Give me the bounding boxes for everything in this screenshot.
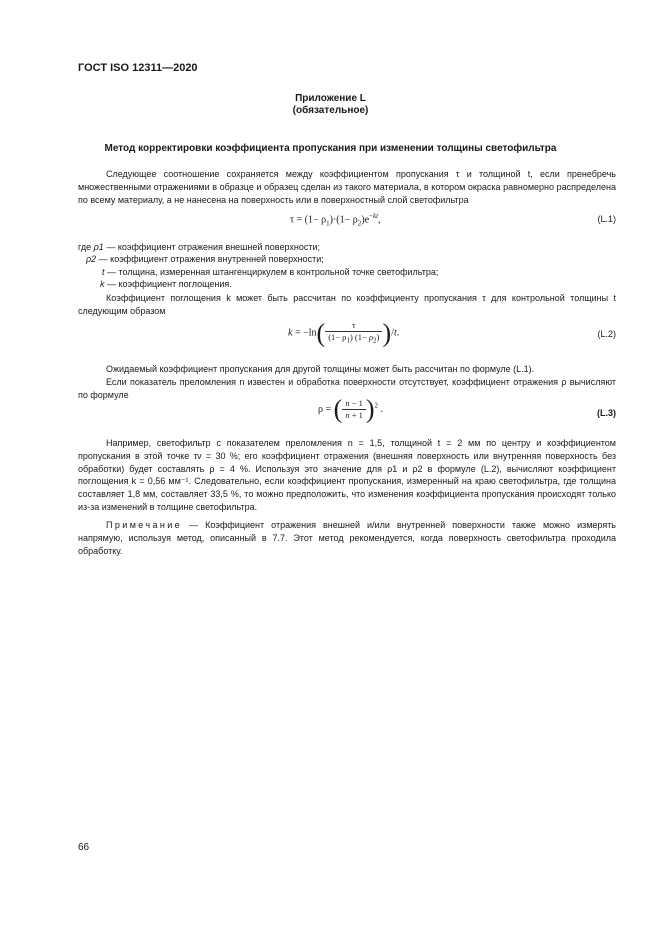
paragraph-5: Например, светофильтр с показателем преломления n = 1,5, толщиной t = 2 мм по центру и коэффициентом пропускания в этой точке τv = 30 %; его коэффициент отражения (внешняя поверхность или внутренняя поверхность без обработки) будет составлять ρ = 4 %. Используя это значение для ρ1 и ρ2 в формуле (L.2), вычисляют коэффициент поглощения k = 0,56 мм⁻¹. Следовательно, если коэффициент пропускания, измеренный на краю светофильтра, где толщина составляет 1,8 мм, составляет 33,5 %, то можно предположить, что изменения коэффициента пропускания происходят только из-за изменений в толщине светофильтра. xyxy=(78,438,616,512)
note-label: Примечание xyxy=(106,520,183,530)
equation-l2-number: (L.2) xyxy=(597,329,616,339)
equation-l2: k = −ln( $\frac{\tau}{(1- \rho_1) (1- \rho_2)}$ )/t. xyxy=(288,318,400,348)
legend-row xyxy=(78,241,618,253)
legend-symbol: k xyxy=(100,279,105,290)
annex-title: Приложение L xyxy=(295,93,366,104)
legend-text: — коэффициент отражения внутренней поверхности; xyxy=(96,254,324,265)
legend-symbol: ρ1 xyxy=(93,242,104,252)
page-number: 66 xyxy=(78,842,90,853)
legend-text: — коэффициент поглощения. xyxy=(104,279,232,290)
section-title: Метод корректировки коэффициента пропускания при изменении толщины светофильтра xyxy=(104,143,557,154)
paragraph-4: Если показатель преломления n известен и обработка поверхности отсутствует, коэффициент отражения ρ вычисляют по формуле xyxy=(78,377,616,400)
symbol-legend xyxy=(78,241,618,291)
note xyxy=(78,519,616,557)
legend-text: — коэффициент отражения внешней поверхности; xyxy=(103,242,320,252)
annex-status: (обязательное) xyxy=(292,105,369,116)
equation-l3-number: (L.3) xyxy=(597,408,616,418)
paragraph-3: Ожидаемый коэффициент пропускания для другой толщины может быть рассчитан по формуле (L.1). xyxy=(106,364,535,374)
legend-intro: где xyxy=(78,242,92,252)
legend-row xyxy=(78,253,618,265)
legend-row xyxy=(78,278,618,290)
legend-text: — толщина, измеренная штангенциркулем в контрольной точке светофильтра; xyxy=(104,266,439,277)
paragraph-1: Следующее соотношение сохраняется между коэффициентом пропускания τ и толщиной t, если пренебречь множественными отражениями в образце и образец сделан из такого материала, в котором окраска равномерно распределена по всему материалу, а не нанесена на поверхность или в поверхностный слой светофильтра xyxy=(78,169,616,205)
equation-l1-number: (L.1) xyxy=(597,214,616,224)
annex-heading xyxy=(0,93,661,117)
equation-l1: $\tau = (1- \rho_1)\cdot(1- \rho_2)e^{-kt}$, xyxy=(290,212,381,228)
legend-row xyxy=(78,266,618,278)
paragraph-2: Коэффициент поглощения k может быть рассчитан по коэффициенту пропускания τ для контрольной толщины t следующим образом xyxy=(78,293,616,316)
equation-l3: ρ = ( $\frac{n - 1}{n + 1}$ )$^2$ . xyxy=(318,394,384,424)
note-text: — Коэффициент отражения внешней и/или внутренней поверхности также можно измерять напрямую, используя метод, описанный в 7.7. Этот метод рекомендуется, когда поверхность светофильтра проходила обработку. xyxy=(78,520,616,556)
document-header: ГОСТ ISO 12311—2020 xyxy=(78,62,198,74)
legend-symbol: t xyxy=(102,266,105,277)
legend-symbol: ρ2 xyxy=(86,254,97,265)
